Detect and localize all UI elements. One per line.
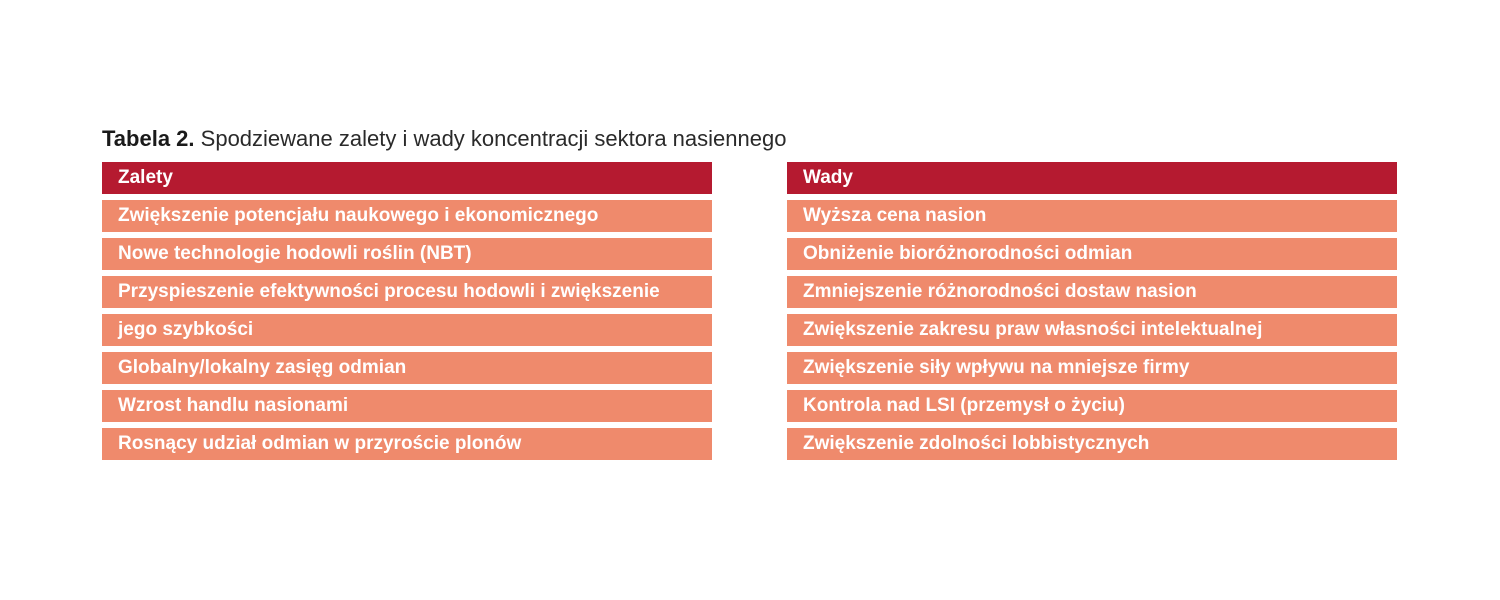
advantage-row: Zwiększenie potencjału naukowego i ekonomicznego	[102, 200, 712, 232]
disadvantage-row: Wyższa cena nasion	[787, 200, 1397, 232]
advantage-row: Wzrost handlu nasionami	[102, 390, 712, 422]
advantage-row: Nowe technologie hodowli roślin (NBT)	[102, 238, 712, 270]
table-caption: Spodziewane zalety i wady koncentracji sektora nasiennego	[200, 126, 787, 151]
advantages-header: Zalety	[102, 162, 712, 194]
disadvantage-row: Zmniejszenie różnorodności dostaw nasion	[787, 276, 1397, 308]
advantage-row: Rosnący udział odmian w przyroście plonów	[102, 428, 712, 460]
disadvantage-row: Zwiększenie zakresu praw własności intelektualnej	[787, 314, 1397, 346]
advantage-row: Przyspieszenie efektywności procesu hodowli i zwiększenie	[102, 276, 712, 308]
table-title	[102, 124, 786, 154]
disadvantages-header: Wady	[787, 162, 1397, 194]
disadvantages-column	[787, 162, 1397, 466]
table-number-label: Tabela 2.	[102, 126, 195, 151]
advantage-row: jego szybkości	[102, 314, 712, 346]
disadvantage-row: Zwiększenie siły wpływu na mniejsze firmy	[787, 352, 1397, 384]
advantage-row: Globalny/lokalny zasięg odmian	[102, 352, 712, 384]
disadvantage-row: Obniżenie bioróżnorodności odmian	[787, 238, 1397, 270]
advantages-column	[102, 162, 712, 466]
disadvantage-row: Kontrola nad LSI (przemysł o życiu)	[787, 390, 1397, 422]
disadvantage-row: Zwiększenie zdolności lobbistycznych	[787, 428, 1397, 460]
